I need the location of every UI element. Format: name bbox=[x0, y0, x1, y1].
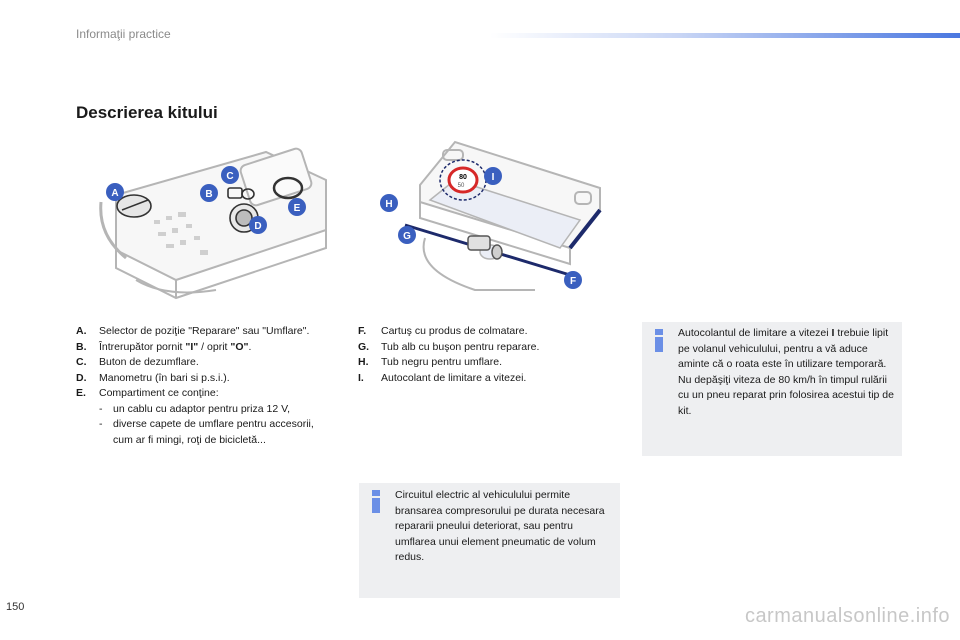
callout-e bbox=[288, 198, 306, 216]
svg-text:B: B bbox=[205, 189, 213, 200]
item-text: Tub alb cu buşon pentru reparare. bbox=[381, 340, 540, 353]
list-item bbox=[76, 340, 336, 356]
note-text bbox=[678, 326, 894, 373]
item-label: B. bbox=[76, 340, 87, 353]
list-item bbox=[358, 324, 608, 340]
callout-d bbox=[249, 216, 267, 234]
note-text-bold: I bbox=[831, 327, 835, 339]
callout-c bbox=[221, 166, 239, 184]
compressor-kit-illustration bbox=[96, 140, 336, 300]
callout-f bbox=[564, 271, 582, 289]
item-text-bold: "I" bbox=[185, 340, 199, 353]
svg-text:E: E bbox=[293, 203, 301, 214]
list-item bbox=[358, 371, 608, 387]
list-item bbox=[76, 386, 336, 402]
note-text-part: Autocolantul de limitare a vitezei bbox=[678, 327, 832, 339]
item-label: H. bbox=[358, 356, 369, 368]
svg-text:G: G bbox=[403, 231, 411, 242]
watermark: carmanualsonline.info bbox=[744, 605, 950, 627]
page-header-title: Informaţii practice bbox=[76, 27, 171, 41]
item-text-bold: "O" bbox=[230, 340, 249, 353]
svg-text:F: F bbox=[569, 276, 577, 287]
callout-a bbox=[106, 183, 124, 201]
list-item bbox=[358, 355, 608, 371]
item-text: Manometru (în bari si p.s.i.). bbox=[99, 371, 230, 384]
item-label: E. bbox=[76, 387, 86, 399]
callout-i bbox=[484, 167, 502, 185]
item-label: F. bbox=[358, 325, 367, 337]
item-text bbox=[99, 340, 336, 356]
item-text-part: . bbox=[248, 340, 252, 353]
page-number: 150 bbox=[6, 601, 25, 613]
info-icon bbox=[371, 490, 381, 512]
svg-text:A: A bbox=[111, 188, 119, 199]
svg-text:H: H bbox=[385, 199, 393, 210]
sub-item-dash: - bbox=[99, 418, 103, 430]
kit-parts-list-left bbox=[76, 324, 336, 448]
item-text: Compartiment ce conţine: bbox=[99, 387, 219, 399]
sub-item-text: diverse capete de umflare pentru accesorii, cum ar fi mingi, roţi de bicicletă... bbox=[113, 418, 314, 446]
sealant-cartridge-drawing bbox=[365, 140, 635, 300]
item-text-part: Întrerupător pornit bbox=[99, 340, 186, 353]
list-item bbox=[358, 340, 608, 356]
item-text: Cartuş cu produs de colmatare. bbox=[381, 325, 528, 337]
callout-g bbox=[398, 226, 416, 244]
item-label: C. bbox=[76, 356, 87, 368]
compressor-kit-drawing bbox=[96, 140, 336, 300]
info-note-speed-sticker bbox=[642, 322, 902, 456]
item-label: D. bbox=[76, 371, 87, 384]
svg-text:80: 80 bbox=[459, 174, 467, 181]
item-text-part: / oprit bbox=[198, 340, 231, 353]
item-label: G. bbox=[358, 340, 370, 353]
note-text: Circuitul electric al vehiculului permite bransarea compresorului pe durata necesara repararii pneului deteriorat, sau pentru umflarea unui element pneumatic de volum redus. bbox=[395, 489, 605, 563]
callout-h bbox=[380, 194, 398, 212]
note-text-part: trebuie lipit pe volanul vehiculului, pentru a vă aduce aminte că o roata este în utilizare temporară. bbox=[678, 327, 889, 370]
svg-text:50: 50 bbox=[457, 183, 465, 189]
list-item bbox=[76, 371, 336, 387]
item-text: Autocolant de limitare a vitezei. bbox=[381, 371, 527, 384]
sub-list-item bbox=[76, 402, 336, 418]
note-text-2: Nu depăşiţi viteza de 80 km/h în timpul rulării cu un pneu reparat prin folosirea acestui tip de kit. bbox=[678, 373, 894, 417]
sub-item-text: un cablu cu adaptor pentru priza 12 V, bbox=[113, 402, 291, 415]
svg-text:I: I bbox=[491, 172, 495, 183]
item-label: A. bbox=[76, 325, 87, 337]
svg-text:D: D bbox=[254, 221, 262, 232]
section-title: Descrierea kitului bbox=[76, 103, 218, 122]
list-item bbox=[76, 355, 336, 371]
svg-text:C: C bbox=[226, 171, 234, 182]
list-item bbox=[76, 324, 336, 340]
item-text: Tub negru pentru umflare. bbox=[381, 356, 503, 368]
kit-parts-list-right bbox=[358, 324, 608, 386]
item-text: Buton de dezumflare. bbox=[99, 356, 199, 368]
item-text: Selector de poziţie "Reparare" sau "Umflare". bbox=[99, 325, 310, 337]
sealant-cartridge-illustration bbox=[365, 140, 635, 300]
sub-item-dash: - bbox=[99, 402, 103, 415]
callout-b bbox=[200, 184, 218, 202]
info-note-circuit bbox=[359, 483, 620, 598]
sub-list-item bbox=[76, 417, 336, 448]
item-label: I. bbox=[358, 371, 364, 384]
info-icon bbox=[654, 329, 664, 351]
header-accent-bar bbox=[490, 33, 960, 38]
